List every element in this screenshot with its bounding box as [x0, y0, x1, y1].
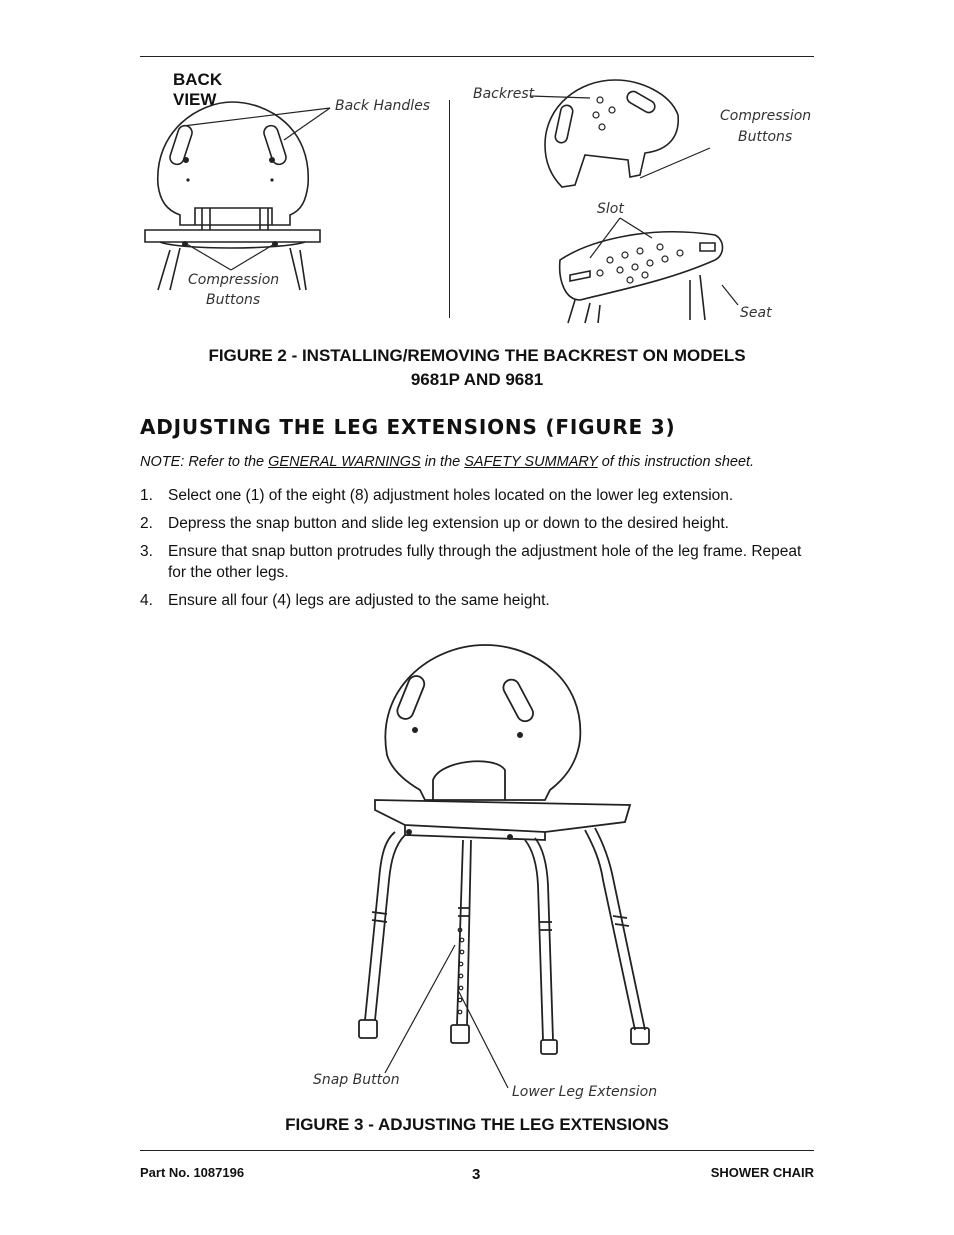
- step-number: 2.: [140, 515, 153, 532]
- section-heading: ADJUSTING THE LEG EXTENSIONS (FIGURE 3): [140, 415, 676, 439]
- slot-label: Slot: [597, 201, 624, 217]
- compression-buttons-right-label-2: Buttons: [738, 129, 793, 145]
- figure-2-caption-line2: 9681P AND 9681: [410, 370, 544, 389]
- note-mid: in the: [420, 454, 465, 470]
- page-number: 3: [472, 1166, 481, 1183]
- figure-3-caption: FIGURE 3 - ADJUSTING THE LEG EXTENSIONS: [285, 1115, 669, 1134]
- note-prefix: NOTE: Refer to the: [140, 454, 269, 470]
- step-text: Ensure all four (4) legs are adjusted to the same height.: [168, 592, 550, 609]
- compression-buttons-left-label-1: Compression: [188, 272, 280, 288]
- step-text: Select one (1) of the eight (8) adjustment holes located on the lower leg extension.: [168, 487, 734, 504]
- note-suffix: of this instruction sheet.: [597, 454, 755, 470]
- step-number: 3.: [140, 543, 153, 560]
- back-handles-label: Back Handles: [335, 98, 431, 114]
- step-text: Ensure that snap button protrudes fully through the adjustment hole of the leg frame. Repeat for the other legs.: [168, 543, 802, 581]
- lower-leg-extension-label: Lower Leg Extension: [512, 1084, 658, 1100]
- part-number: Part No. 1087196: [140, 1165, 245, 1180]
- figure-2-caption-line1: FIGURE 2 - INSTALLING/REMOVING THE BACKREST ON MODELS: [208, 346, 746, 365]
- seat-label: Seat: [740, 305, 772, 321]
- step-number: 1.: [140, 487, 153, 504]
- snap-button-label: Snap Button: [313, 1072, 400, 1088]
- product-name: SHOWER CHAIR: [710, 1165, 814, 1180]
- compression-buttons-right-label-1: Compression: [720, 108, 812, 124]
- step-number: 4.: [140, 592, 153, 609]
- safety-summary-reference: SAFETY SUMMARY: [464, 454, 598, 470]
- step-text: Depress the snap button and slide leg extension up or down to the desired height.: [168, 515, 729, 532]
- general-warnings-reference: GENERAL WARNINGS: [268, 454, 421, 470]
- back-view-title: BACK VIEW: [173, 70, 223, 109]
- bottom-rule: [140, 1150, 814, 1151]
- compression-buttons-left-label-2: Buttons: [206, 292, 261, 308]
- backrest-label: Backrest: [473, 86, 535, 102]
